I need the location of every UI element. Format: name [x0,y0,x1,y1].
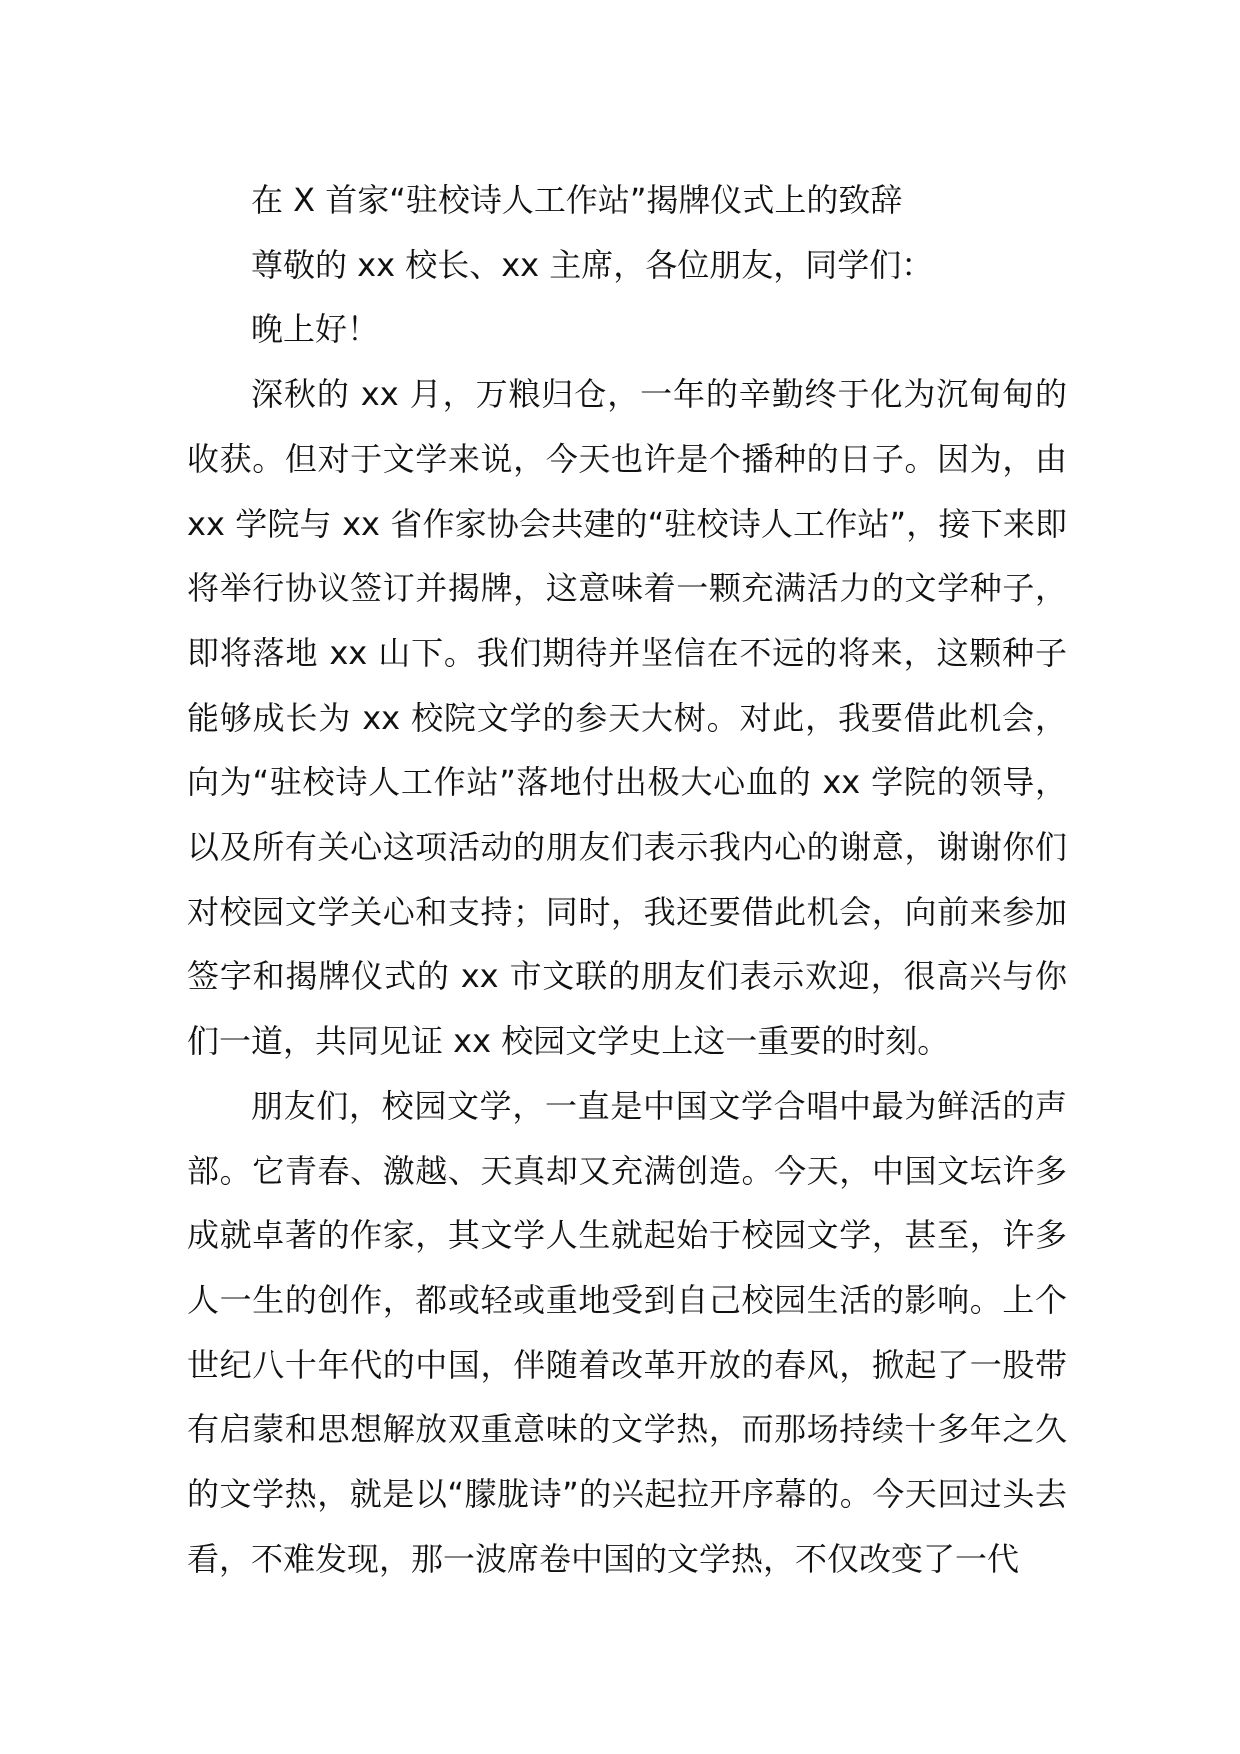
greeting: 晚上好！ [251,310,380,349]
document-body [187,168,1067,1591]
document-title: 在 X 首家“驻校诗人工作站”揭牌仪式上的致辞 [251,181,903,219]
salutation: 尊敬的 xx 校长、xx 主席，各位朋友，同学们： [251,245,934,284]
body-paragraph-1: 深秋的 xx 月，万粮归仓，一年的辛勤终于化为沉甸甸的收获。但对于文学来说，今天也许是个播种的日子。因为，由 xx 学院与 xx 省作家协会共建的“驻校诗人工作站”，接下来即将举行协议签订并揭牌，这意味着一颗充满活力的文学种子，即将落地 xx 山下。我们期待并坚信在不远的将来，这颗种子能够成长为 xx 校院文学的参天大树。对此，我要借此机会，向为“驻校诗人工作站”落地付出极大心血的 xx 学院的领导，以及所有关心这项活动的朋友们表示我内心的谢意，谢谢你们对校园文学关心和支持；同时，我还要借此机会，向前来参加签字和揭牌仪式的 xx 市文联的朋友们表示欢迎，很高兴与你们一道，共同见证 xx 校园文学史上这一重要的时刻。 [187,375,1067,1061]
body-paragraph-2: 朋友们，校园文学，一直是中国文学合唱中最为鲜活的声部。它青春、激越、天真却又充满创造。今天，中国文坛许多成就卓著的作家，其文学人生就起始于校园文学，甚至，许多人一生的创作，都或轻或重地受到自己校园生活的影响。上个世纪八十年代的中国，伴随着改革开放的春风，掀起了一股带有启蒙和思想解放双重意味的文学热，而那场持续十多年之久的文学热，就是以“朦胧诗”的兴起拉开序幕的。今天回过头去看，不难发现，那一波席卷中国的文学热，不仅改变了一代 [187,1086,1067,1578]
